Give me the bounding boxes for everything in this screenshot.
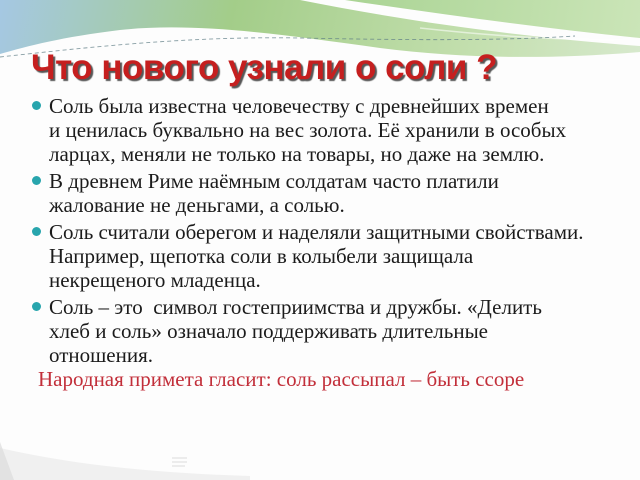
list-item bbox=[32, 295, 617, 367]
bullet-icon bbox=[32, 176, 41, 185]
list-item bbox=[32, 94, 617, 166]
bullet-text-line: Соль была известна человечеству с древнейших времен bbox=[49, 94, 549, 118]
bullet-text-line: хлеб и соль» означало поддерживать длительные bbox=[49, 319, 489, 343]
bullet-text-line: ларцах, меняли не только на товары, но даже на землю. bbox=[49, 142, 545, 166]
bullet-text-line: Например, щепотка соли в колыбели защищала bbox=[49, 244, 474, 268]
footer-gray-wave bbox=[0, 448, 250, 480]
bullet-text-line: Соль – это символ гостеприимства и дружбы. «Делить bbox=[49, 295, 542, 319]
bullet-text-line: и ценилась буквально на вес золота. Её хранили в особых bbox=[49, 118, 567, 142]
bullet-list bbox=[32, 94, 617, 370]
bullet-icon bbox=[32, 101, 41, 110]
bullet-text-line: В древнем Риме наёмным солдатам часто платили bbox=[49, 169, 499, 193]
bullet-icon bbox=[32, 227, 41, 236]
slide-title: Что нового узнали о соли ? bbox=[31, 48, 497, 87]
list-item bbox=[32, 169, 617, 217]
bullet-text-line: некрещеного младенца. bbox=[49, 268, 261, 292]
bullet-text-line: жалование не деньгами, а солью. bbox=[49, 193, 345, 217]
bullet-text-line: Соль считали оберегом и наделяли защитными свойствами. bbox=[49, 220, 584, 244]
folk-saying-note: Народная примета гласит: соль рассыпал – быть ссоре bbox=[38, 367, 525, 391]
bullet-text-line: отношения. bbox=[49, 343, 154, 367]
footer-wave-decoration bbox=[0, 440, 640, 480]
footer-lines-mark bbox=[172, 458, 187, 466]
bullet-icon bbox=[32, 302, 41, 311]
list-item bbox=[32, 220, 617, 292]
